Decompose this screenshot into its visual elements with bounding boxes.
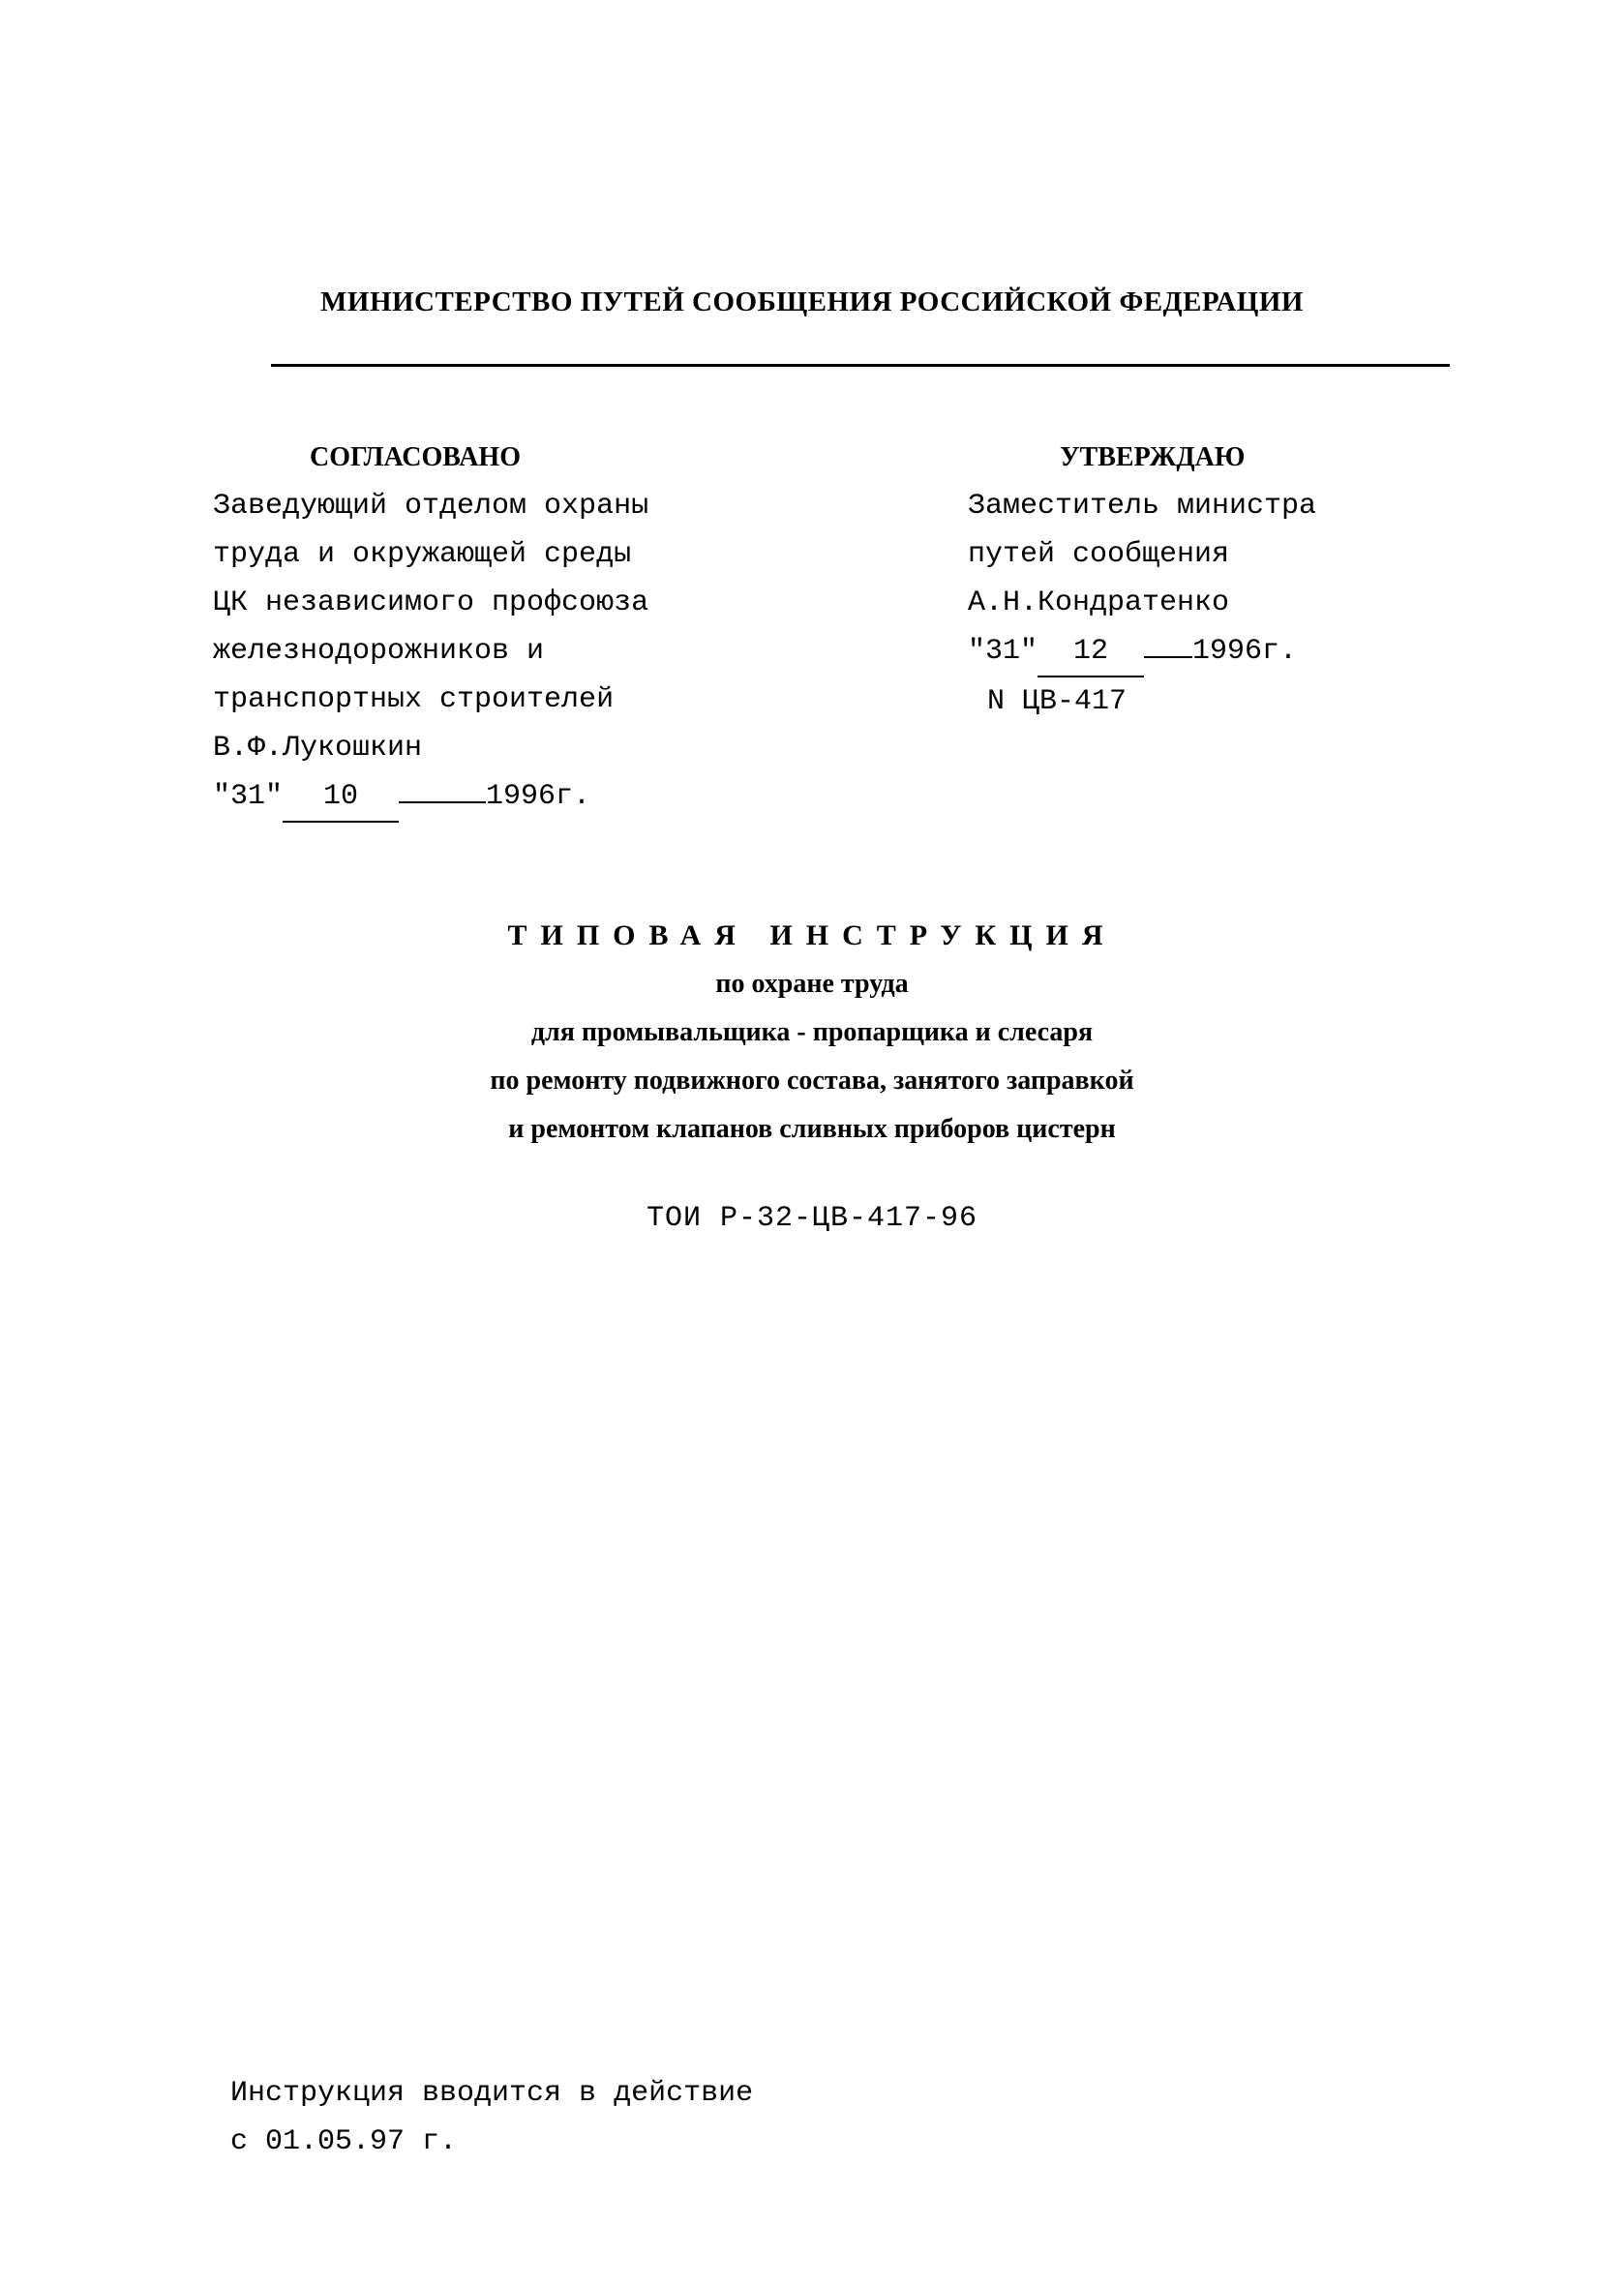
approved-date: [968, 627, 1452, 677]
effective-date-line: с 01.05.97 г.: [230, 2125, 458, 2158]
agreed-line: ЦК независимого профсоюза: [213, 587, 649, 619]
agreed-date: [213, 772, 755, 823]
agreed-date-year: 1996г.: [486, 780, 591, 813]
document-title: ТИПОВАЯ ИНСТРУКЦИЯ: [507, 919, 1117, 951]
approved-date-gap: [1144, 656, 1192, 658]
title-line: и ремонтом клапанов сливных приборов цистерн: [508, 1114, 1116, 1144]
document-code: ТОИ Р-32-ЦВ-417-96: [646, 1202, 978, 1235]
approved-number: N ЦВ-417: [987, 685, 1128, 718]
agreed-line: Заведующий отделом охраны: [213, 490, 649, 523]
header-rule: [271, 364, 1450, 367]
approved-date-day: "31": [968, 635, 1038, 668]
ministry-header: МИНИСТЕРСТВО ПУТЕЙ СООБЩЕНИЯ РОССИЙСКОЙ ФЕДЕРАЦИИ: [320, 286, 1304, 317]
approved-line: путей сообщения: [968, 538, 1230, 571]
agreed-heading: СОГЛАСОВАНО: [310, 442, 521, 472]
approved-heading: УТВЕРЖДАЮ: [1060, 442, 1246, 472]
approved-block: [968, 434, 1452, 726]
agreed-signatory: В.Ф.Лукошкин: [213, 732, 423, 765]
title-block: [271, 912, 1353, 1154]
effective-date-note: [230, 2069, 753, 2166]
effective-note-line: Инструкция вводится в действие: [230, 2077, 754, 2110]
agreed-date-day: "31": [213, 780, 284, 813]
approved-signatory: А.Н.Кондратенко: [968, 587, 1230, 619]
approved-date-year: 1996г.: [1192, 635, 1298, 668]
agreed-date-gap: [399, 801, 486, 803]
title-line: по охране труда: [715, 969, 909, 999]
title-line: для промывальщика - пропарщика и слесаря: [530, 1017, 1094, 1047]
approved-line: Заместитель министра: [968, 490, 1317, 523]
agreed-block: [213, 434, 755, 823]
title-line: по ремонту подвижного состава, занятого заправкой: [490, 1066, 1134, 1096]
agreed-line: труда и окружающей среды: [213, 538, 632, 571]
agreed-date-month: 10: [283, 772, 399, 823]
agreed-line: транспортных строителей: [213, 683, 615, 716]
approved-date-month: 12: [1038, 627, 1144, 677]
agreed-line: железнодорожников и: [213, 635, 545, 668]
